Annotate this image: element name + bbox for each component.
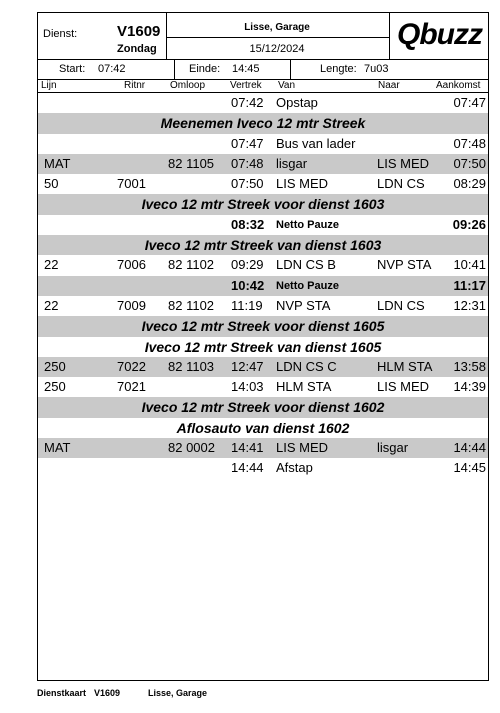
header-mid-divider [166, 37, 389, 38]
col-naar: Naar [378, 80, 400, 91]
section-title-row [38, 194, 488, 214]
col-lijn: Lijn [41, 80, 57, 91]
van-cell: LDN CS C [276, 358, 337, 374]
van-cell: HLM STA [276, 379, 332, 395]
aankomst-time: 07:48 [453, 135, 486, 151]
lijn-cell: 22 [44, 257, 59, 273]
qbuzz-logo: Qbuzz [397, 18, 482, 51]
trip-row [38, 458, 488, 478]
van-cell: lisgar [276, 155, 308, 171]
naar-cell: LDN CS [377, 297, 425, 313]
ritnr-cell: 7022 [117, 358, 146, 374]
column-header [38, 80, 488, 93]
vertrek-time: 07:47 [231, 135, 264, 151]
vertrek-time: 07:50 [231, 176, 264, 192]
aankomst-time: 14:44 [453, 440, 486, 456]
vertrek-time: 14:41 [231, 440, 264, 456]
vertrek-time: 10:42 [231, 277, 265, 293]
ritnr-cell: 7006 [117, 257, 146, 273]
length-value: 7u03 [364, 63, 389, 75]
trip-row [38, 357, 488, 377]
naar-cell: HLM STA [377, 358, 433, 374]
trip-row [38, 255, 488, 275]
section-title-row [38, 397, 488, 417]
col-vertrek: Vertrek [230, 80, 262, 91]
vertrek-time: 14:44 [231, 460, 264, 476]
dienst-label: Dienst: [43, 28, 78, 40]
times-divider [174, 59, 175, 79]
ritnr-cell: 7009 [117, 297, 146, 313]
trip-row [38, 438, 488, 458]
col-van: Van [278, 80, 296, 91]
lijn-cell: 250 [44, 379, 66, 395]
vertrek-time: 09:29 [231, 257, 264, 273]
footer-location: Lisse, Garage [148, 688, 208, 698]
van-cell: LDN CS B [276, 257, 336, 273]
footer-dienst: V1609 [94, 688, 121, 698]
schedule-rows [38, 93, 488, 479]
van-cell: LIS MED [276, 440, 329, 456]
pause-row [38, 276, 488, 296]
times-row [38, 59, 488, 80]
day-name: Zondag [117, 43, 157, 55]
section-title: Iveco 12 mtr Streek van dienst 1603 [144, 237, 382, 254]
trip-row [38, 93, 488, 113]
ritnr-cell: 7021 [117, 379, 146, 395]
lijn-cell: 250 [44, 358, 66, 374]
section-title: Meenemen Iveco 12 mtr Streek [160, 115, 366, 132]
naar-cell: lisgar [377, 440, 409, 456]
omloop-cell: 82 0002 [168, 440, 215, 456]
ritnr-cell: 7001 [117, 176, 146, 192]
aankomst-time: 07:50 [453, 155, 486, 171]
omloop-cell: 82 1102 [168, 257, 215, 273]
col-aankomst: Aankomst [436, 80, 481, 91]
vertrek-time: 12:47 [231, 358, 264, 374]
trip-row [38, 377, 488, 397]
vertrek-time: 07:48 [231, 155, 264, 171]
length-label: Lengte: [320, 63, 357, 75]
lijn-cell: MAT [44, 440, 71, 456]
aankomst-time: 11:17 [453, 277, 486, 293]
naar-cell: LIS MED [377, 155, 430, 171]
section-title: Iveco 12 mtr Streek van dienst 1605 [144, 338, 382, 355]
end-label: Einde: [189, 63, 221, 75]
vertrek-time: 07:42 [231, 95, 264, 110]
naar-cell: LIS MED [377, 379, 430, 395]
start-label: Start: [59, 63, 86, 75]
section-title-row [38, 418, 488, 438]
aankomst-time: 14:39 [453, 379, 486, 395]
aankomst-time: 13:58 [453, 358, 486, 374]
footer-kaart-label: Dienstkaart [37, 688, 87, 698]
section-title-row [38, 337, 488, 357]
header-divider [389, 13, 390, 59]
times-divider [290, 59, 291, 79]
naar-cell: NVP STA [377, 257, 432, 273]
lijn-cell: 22 [44, 297, 59, 313]
trip-row [38, 134, 488, 154]
aankomst-time: 07:47 [453, 95, 486, 110]
col-ritnr: Ritnr [124, 80, 146, 91]
section-title: Iveco 12 mtr Streek voor dienst 1603 [141, 196, 385, 213]
lijn-cell: 50 [44, 176, 59, 192]
van-cell: NVP STA [276, 297, 331, 313]
section-title: Iveco 12 mtr Streek voor dienst 1605 [141, 318, 385, 335]
section-title-row [38, 235, 488, 255]
van-cell: Afstap [276, 460, 313, 476]
vertrek-time: 11:19 [231, 297, 263, 313]
trip-row [38, 174, 488, 194]
vertrek-time: 08:32 [231, 216, 265, 232]
col-omloop: Omloop [170, 80, 206, 91]
section-title-row [38, 113, 488, 133]
section-title-row [38, 316, 488, 336]
pause-label: Netto Pauze [276, 279, 339, 292]
location: Lisse, Garage [244, 22, 310, 33]
omloop-cell: 82 1102 [168, 297, 215, 313]
omloop-cell: 82 1105 [168, 155, 215, 171]
aankomst-time: 10:41 [453, 257, 486, 273]
aankomst-time: 09:26 [452, 216, 486, 232]
date: 15/12/2024 [249, 43, 305, 55]
aankomst-time: 08:29 [453, 176, 486, 192]
duty-card [37, 12, 489, 681]
pause-row [38, 215, 488, 235]
trip-row [38, 154, 488, 174]
van-cell: Bus van lader [276, 135, 356, 151]
vertrek-time: 14:03 [231, 379, 264, 395]
card-header [38, 13, 488, 60]
pause-label: Netto Pauze [276, 218, 339, 231]
trip-row [38, 296, 488, 316]
naar-cell: LDN CS [377, 176, 425, 192]
section-title: Aflosauto van dienst 1602 [176, 419, 350, 436]
van-cell: Opstap [276, 95, 318, 110]
dienst-number: V1609 [117, 23, 161, 40]
van-cell: LIS MED [276, 176, 329, 192]
omloop-cell: 82 1103 [168, 358, 215, 374]
end-time: 14:45 [232, 63, 260, 75]
start-time: 07:42 [98, 63, 126, 75]
lijn-cell: MAT [44, 155, 71, 171]
aankomst-time: 12:31 [453, 297, 486, 313]
section-title: Iveco 12 mtr Streek voor dienst 1602 [141, 399, 385, 416]
aankomst-time: 14:45 [453, 460, 486, 476]
